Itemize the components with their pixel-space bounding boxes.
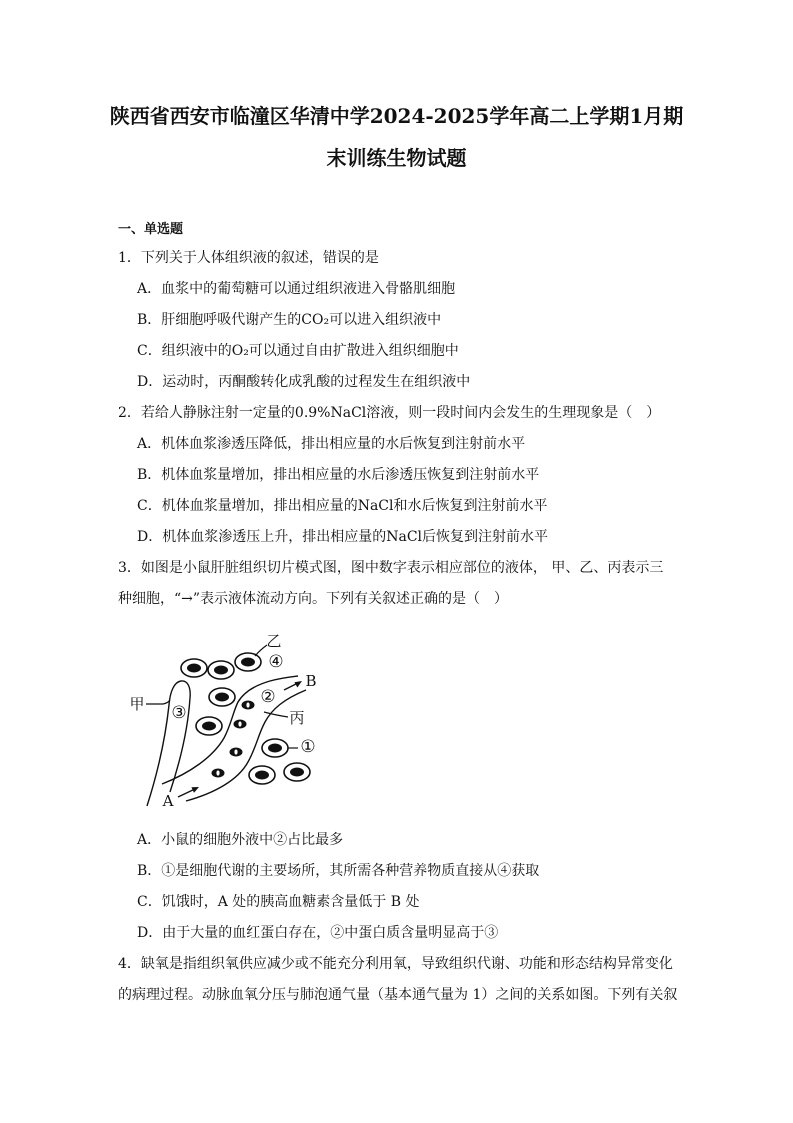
- flow-arrow-a: [178, 787, 199, 797]
- exam-content: [118, 217, 758, 1011]
- leader-line-yi: [255, 645, 267, 656]
- q2-option-a: A．机体血浆渗透压降低，排出相应量的水后恢复到注射前水平: [137, 436, 526, 452]
- red-blood-cell: [234, 720, 247, 729]
- label-jia: 甲: [129, 695, 145, 713]
- tissue-cell: [284, 763, 310, 781]
- q4-stem-line-1: 4．缺氧是指组织氧供应减少或不能充分利用氧，导致组织代谢、功能和形态结构异常变化: [118, 956, 673, 972]
- q3-figure: [118, 615, 758, 825]
- section-heading: 一、单选题: [118, 222, 184, 237]
- label-b: B: [305, 672, 317, 690]
- label-three: ③: [171, 703, 187, 723]
- q1-option-c: C．组织液中的O₂可以通过自由扩散进入组织细胞中: [137, 343, 459, 359]
- question-4: [118, 949, 758, 1011]
- q3-option-d: D．由于大量的血红蛋白存在，②中蛋白质含量明显高于③: [137, 925, 499, 941]
- q3-option-b: B．①是细胞代谢的主要场所，其所需各种营养物质直接从④获取: [137, 863, 540, 879]
- label-two: ②: [260, 687, 276, 707]
- exam-title: [0, 95, 793, 179]
- tissue-cell: [235, 653, 261, 671]
- q2-option-b: B．机体血浆量增加，排出相应量的水后渗透压恢复到注射前水平: [137, 467, 540, 483]
- question-2: [118, 398, 758, 553]
- q3-stem-line-2: 种细胞，“→”表示液体流动方向。下列有关叙述正确的是（ ）: [118, 591, 509, 607]
- title-line-1: 陕西省西安市临潼区华清中学2024-2025学年高二上学期1月期: [109, 104, 684, 128]
- red-blood-cell: [230, 748, 243, 757]
- q3-option-c: C．饥饿时，A 处的胰高血糖素含量低于 B 处: [137, 894, 420, 910]
- tissue-cell: [262, 739, 288, 757]
- q1-option-d: D．运动时，丙酮酸转化成乳酸的过程发生在组织液中: [137, 374, 471, 390]
- title-line-2: 末训练生物试题: [326, 146, 467, 170]
- tissue-cell: [181, 659, 207, 677]
- question-1: [118, 243, 758, 398]
- lymph-capillary-wall: [147, 681, 190, 806]
- tissue-cell: [249, 766, 275, 784]
- q2-stem: 2．若给人静脉注射一定量的0.9%NaCl溶液，则一段时间内会发生的生理现象是（ ）: [118, 405, 661, 421]
- label-four: ④: [268, 652, 284, 672]
- q1-option-b: B．肝细胞呼吸代谢产生的CO₂可以进入组织液中: [137, 312, 442, 328]
- q1-option-a: A．血浆中的葡萄糖可以通过组织液进入骨骼肌细胞: [137, 281, 456, 297]
- q1-stem: 1．下列关于人体组织液的叙述，错误的是: [118, 250, 379, 266]
- flow-arrow-b: [284, 681, 302, 690]
- tissue-cell: [196, 717, 222, 735]
- q4-stem-line-2: 的病理过程。动脉血氧分压与肺泡通气量（基本通气量为 1）之间的关系如图。下列有关叙: [118, 987, 678, 1003]
- tissue-cell: [209, 688, 235, 706]
- label-bing: 丙: [289, 709, 305, 727]
- label-a: A: [162, 792, 174, 810]
- leader-line-jia: [146, 700, 170, 704]
- red-blood-cell: [242, 701, 255, 710]
- label-one: ①: [300, 737, 316, 757]
- q2-option-c: C．机体血浆量增加，排出相应量的NaCl和水后恢复到注射前水平: [137, 498, 548, 514]
- red-blood-cell: [212, 769, 225, 778]
- question-3: [118, 553, 758, 949]
- label-yi: 乙: [266, 632, 282, 650]
- q3-option-a: A．小鼠的细胞外液中②占比最多: [137, 832, 344, 848]
- tissue-cell: [208, 661, 234, 679]
- q2-option-d: D．机体血浆渗透压上升，排出相应量的NaCl后恢复到注射前水平: [137, 529, 549, 545]
- q3-stem-line-1: 3．如图是小鼠肝脏组织切片模式图，图中数字表示相应部位的液体， 甲、乙、丙表示三: [118, 560, 664, 576]
- liver-tissue-diagram: [120, 628, 335, 818]
- leader-line-bing: [264, 712, 288, 717]
